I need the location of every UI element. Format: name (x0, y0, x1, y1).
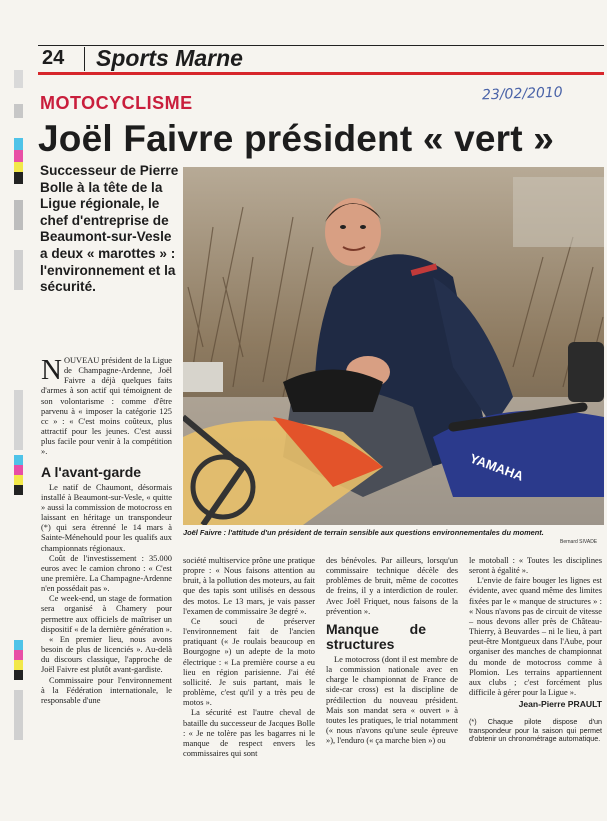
paragraph: Coût de l'investissement : 35.000 euros avec le camion chrono : « C'est une première. La Champagne-Ardenne n'en possédait pas ». (41, 553, 172, 594)
paragraph: L'envie de faire bouger les lignes est évidente, avec quand même des limites fixées par le « manque de structures » : « Nous n'avons pas de circuit de vitesse – nous devons aller près de Château-Thierry, à Beuvardes – ni le lieu, à part peut-être Montgueux dans l'Aube, pour organiser des manches de championnat du monde de motocross comme à Plomion. Les terrains appartiennent aux clubs ; c'est forcément plus difficile à gérer pour la Ligue ». (469, 576, 602, 698)
page-number: 24 (42, 47, 65, 69)
subhead-structures: Manque de structures (326, 620, 426, 652)
paragraph: Ce week-end, un stage de formation sera organisé à Chamery pour permettre aux officiels de maîtriser un dispositif « de la dernière génération ». (41, 594, 172, 634)
scan-edge-marks (14, 60, 23, 820)
paragraph: le motoball : « Toutes les disciplines seront à égalité ». (469, 556, 602, 576)
drop-cap: N (41, 354, 62, 386)
photo-credit: Bernard SIVADE (560, 539, 598, 545)
paragraph: « En premier lieu, nous avons besoin de plus de licenciés ». Au-delà du discours classique, l'approche de Joël Faivre est plutôt avant-gardiste. (41, 634, 172, 675)
headline: Joël Faivre président « vert » (38, 118, 555, 159)
lead-paragraph (41, 356, 172, 458)
signature: Jean-Pierre PRAULT (518, 699, 602, 710)
lead-text: OUVEAU président de la Ligue de Champagne-Ardenne, Joël Faivre a déjà quelques faits d'armes à son actif qui témoignent de son volontarisme : comme d'être parvenu à « imposer la catégorie 125 cc » : « C'est moins coûteux, plus attractif pour les jeunes. C'est aussi plus facile pour venir à la compétition ». (41, 356, 172, 457)
column-1 (41, 356, 172, 706)
column-2 (183, 556, 315, 759)
paragraph: société multiservice prône une pratique propre : « Nous faisons attention au bruit, à la pollution des moteurs, au fait que des tapis sont utilisés en dessous des motos. Le 13 mars, je vais passer l'examen de commissaire 3e degré ». (183, 556, 315, 616)
paragraph: Le motocross (dont il est membre de la commission nationale avec en charge le championnat de France de side-car cross) est la discipline de prédilection du nouveau président. Mais son mandat sera « ouvert » à toutes les pratiques, le trial notamment (« nous n'avons qu'une seule épreuve »), l'enduro (« ça marche bien ») ou (326, 654, 458, 746)
photo-caption: Joël Faivre : l'attitude d'un président de terrain sensible aux questions environnementales du moment. (183, 528, 544, 537)
bike-brand-text: YAMAHA (467, 450, 526, 484)
subhead-avant-garde: A l'avant-garde (41, 463, 142, 480)
handwritten-date: 23/02/2010 (481, 84, 563, 104)
paragraph: Ce souci de préserver l'environnement fait de l'ancien pratiquant (« Je roulais beaucoup en Bourgogne ») un adepte de la moto électrique : « La première course a eu lieu en région parisienne. J'ai été sollicité. Je suis partant, mais le problème, c'est qu'il y a très peu de motos ». (183, 616, 315, 708)
section-title: Sports Marne (96, 45, 243, 71)
paragraph: Commissaire pour l'environnement à la Fédération internationale, le responsable d'une (41, 675, 172, 705)
kicker: MOTOCYCLISME (40, 93, 193, 113)
paragraph: La sécurité est l'autre cheval de bataille du successeur de Jacques Bolle : « Je ne tolère pas les bagarres ni le manque de respect envers les commissaires qui sont (183, 708, 315, 758)
header-red-rule (38, 72, 604, 75)
article-photo (183, 167, 604, 525)
standfirst: Successeur de Pierre Bolle à la tête de la Ligue régionale, le chef d'entreprise de Beaumont-sur-Vesle a deux « marottes » : l'environnement et la sécurité. (40, 163, 179, 295)
paragraph: des bénévoles. Par ailleurs, lorsqu'un commissaire technique décèle des problèmes de bruit, même de cocottes de freins, il y a interdiction de rouler. Avec Joël Friquet, nous faisons de la prévention ». (326, 556, 458, 616)
column-3 (326, 556, 458, 746)
footnote: (*) Chaque pilote dispose d'un transpondeur pour la saison qui permet d'obtenir un chronométrage automatique. (469, 717, 602, 744)
header-divider (84, 47, 85, 71)
photo-illustration (183, 167, 604, 525)
column-4 (469, 556, 602, 744)
paragraph: Le natif de Chaumont, désormais installé à Beaumont-sur-Vesle, « quitte » aussi la commission de motocross en laissant en héritage un transpondeur (*) qui sera étrenné le 14 mars à Sainte-Ménehould pour les qualifs aux championnats régionaux. (41, 482, 172, 553)
